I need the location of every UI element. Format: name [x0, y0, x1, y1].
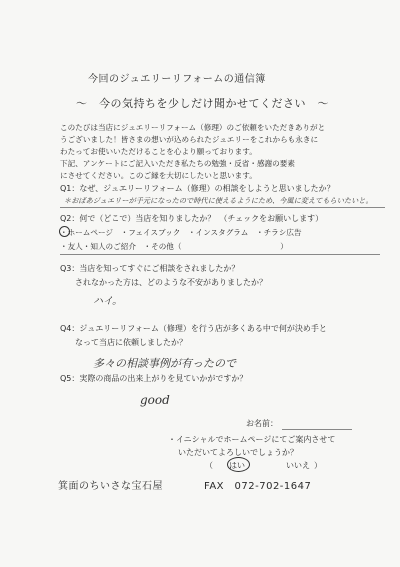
consent-yes: はい [229, 461, 245, 470]
answer-3: ハイ。 [93, 296, 123, 307]
question-5: Q5：実際の商品の出来上がりを見ていかがですか？ [60, 374, 248, 383]
answer-5: good [140, 393, 170, 407]
question-2-options-1: ・ホームページ ・フェイスブック ・インスタグラム ・チラシ広告 [60, 228, 302, 237]
intro-line: にさせてください。このご縁を大切にしたいと思います。 [60, 171, 257, 180]
question-4: Q4：ジュエリーリフォーム（修理）を行う店が多くある中で何が決め手と [60, 324, 327, 333]
consent-question-2: いただいてよろしいでしょうか？ [178, 448, 298, 457]
consent-paren-close: ） [314, 461, 322, 470]
question-1: Q1：なぜ、ジュエリーリフォーム（修理）の相談をしようと思いましたか？ [60, 184, 335, 193]
consent-question-1: ・イニシャルでホームページにてご案内させて [168, 435, 336, 444]
consent-paren-open: （ [205, 461, 213, 470]
name-label: お名前： [246, 419, 278, 428]
question-3-sub: されなかった方は、どのような不安がありましたか？ [75, 278, 267, 287]
intro-line: このたびは当店にジュエリーリフォーム（修理）のご依頼をいただきありがと [60, 123, 326, 132]
question-2: Q2：何で（どこで）当店を知りましたか？ （チェックをお願いします） [60, 214, 324, 223]
intro-line: わたってお使いいただけることを心より願っております。 [60, 147, 257, 156]
answer-line [60, 207, 385, 208]
answer-4: 多々の相談事例が有ったので [93, 357, 236, 370]
page-subtitle: ～ 今の気持ちを少しだけ聞かせてください ～ [76, 97, 329, 110]
name-line [282, 429, 352, 430]
consent-no: いいえ [286, 461, 310, 470]
answer-line [60, 254, 380, 255]
page-title: 今回のジュエリーリフォームの通信簿 [88, 74, 266, 85]
yes-circle [227, 457, 250, 472]
question-3: Q3：当店を知ってすぐにご相談をされましたか？ [60, 264, 240, 273]
fax-number: FAX 072-702-1647 [204, 481, 312, 492]
intro-line: うございました！皆さまの想いが込められたジュエリーをこれからも永きに [60, 135, 319, 144]
answer-1: ＊おばあジュエリーが手元になったので時代に使えるようにため、今風に変えてもらいたいと。 [64, 196, 373, 205]
question-4-sub: なって当店に依頼しましたか？ [75, 338, 187, 347]
intro-line: 下記、アンケートにご記入いただき私たちの勉強・反省・感謝の要素 [60, 159, 295, 168]
question-2-options-2: ・友人・知人のご紹介 ・その他（ ） [60, 242, 288, 251]
shop-name: 箕面のちいさな宝石屋 [58, 481, 163, 492]
